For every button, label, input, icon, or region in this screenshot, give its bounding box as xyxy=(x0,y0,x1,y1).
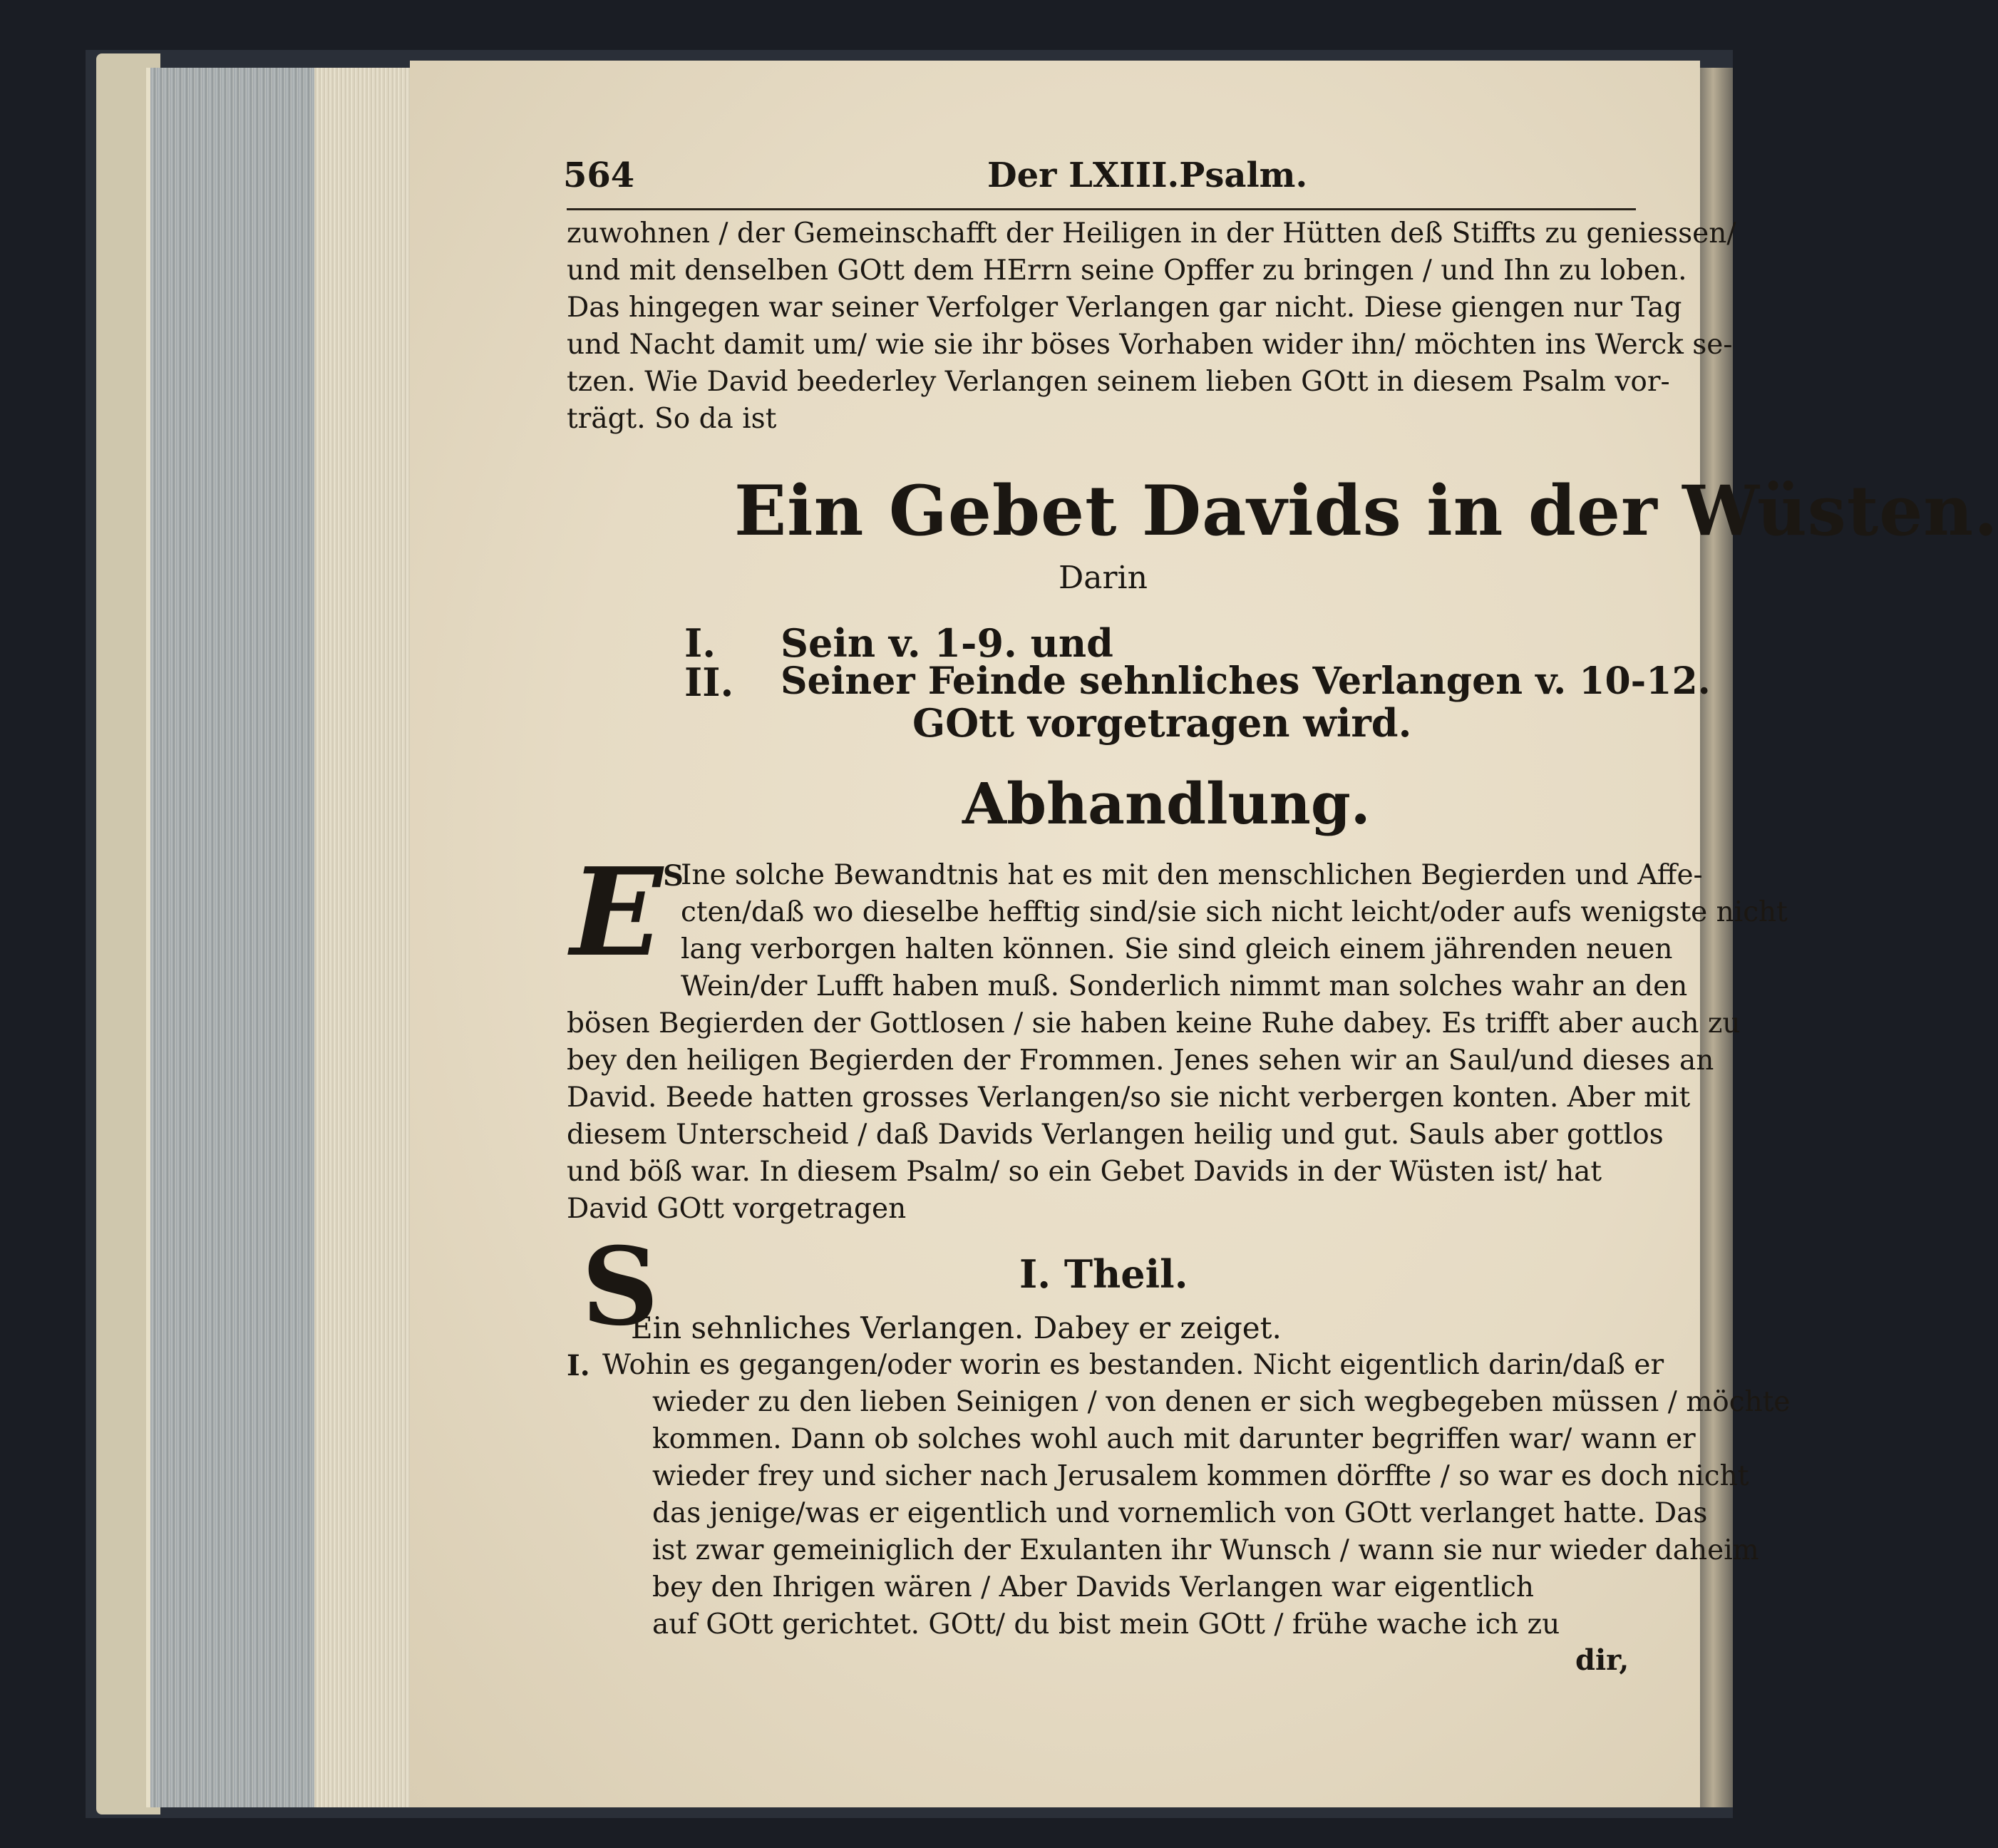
item-line: Wohin es gegangen/oder worin es bestanden. Nicht eigentlich darin/daß er xyxy=(602,1349,1664,1381)
item-line: wieder frey und sicher nach Jerusalem kommen dörffte / so war es doch nicht xyxy=(652,1460,1749,1492)
darin-label: Darin xyxy=(1059,560,1148,596)
body-line: cten/daß wo dieselbe hefftig sind/sie sich nicht leicht/oder aufs wenigste nicht xyxy=(681,896,1788,928)
body-line: Wein/der Lufft haben muß. Sonderlich nimmt man solches wahr an den xyxy=(681,970,1688,1002)
body-line: David GOtt vorgetragen xyxy=(567,1193,907,1225)
header-rule xyxy=(567,208,1636,210)
running-head: Der LXIII.Psalm. xyxy=(987,155,1308,195)
outline-text: Seiner Feinde sehnliches Verlangen v. 10-12. xyxy=(781,659,1711,703)
body-line: bösen Begierden der Gottlosen / sie haben keine Ruhe dabey. Es trifft aber auch zu xyxy=(567,1007,1741,1040)
item-line: das jenige/was er eigentlich und vornemlich von GOtt verlanget hatte. Das xyxy=(652,1497,1708,1529)
body-line: und böß war. In diesem Psalm/ so ein Gebet Davids in der Wüsten ist/ hat xyxy=(567,1156,1602,1188)
intro-line: trägt. So da ist xyxy=(567,403,777,435)
item-line: bey den Ihrigen wären / Aber Davids Verlangen war eigentlich xyxy=(652,1571,1534,1603)
outline-num: I. xyxy=(684,620,716,666)
intro-line: Das hingegen war seiner Verfolger Verlangen gar nicht. Diese giengen nur Tag xyxy=(567,292,1682,324)
intro-line: zuwohnen / der Gemeinschafft der Heiligen in der Hütten deß Stiffts zu geniessen/ xyxy=(567,217,1736,250)
outline-text: Sein v. 1-9. und xyxy=(781,620,1113,666)
item-line: auf GOtt gerichtet. GOtt/ du bist mein GOtt / frühe wache ich zu xyxy=(652,1608,1560,1641)
item-line: ist zwar gemeiniglich der Exulanten ihr Wunsch / wann sie nur wieder daheim xyxy=(652,1534,1759,1566)
outline-num: II. xyxy=(684,659,734,705)
item-line: kommen. Dann ob solches wohl auch mit darunter begriffen war/ wann er xyxy=(652,1423,1696,1455)
intro-line: und mit denselben GOtt dem HErrn seine Opffer zu bringen / und Ihn zu loben. xyxy=(567,255,1687,287)
item-number: I. xyxy=(567,1349,590,1382)
item-line: wieder zu den lieben Seinigen / von denen er sich wegbegeben müssen / möchte xyxy=(652,1386,1791,1418)
intro-line: tzen. Wie David beederley Verlangen seinem lieben GOtt in diesem Psalm vor- xyxy=(567,366,1670,398)
body-line: lang verborgen halten können. Sie sind gleich einem jährenden neuen xyxy=(681,933,1673,965)
abhandlung-heading: Abhandlung. xyxy=(962,770,1371,837)
body-line: Ine solche Bewandtnis hat es mit den menschlichen Begierden und Affe- xyxy=(681,859,1703,891)
catchword: dir, xyxy=(1575,1643,1629,1677)
intro-line: und Nacht damit um/ wie sie ihr böses Vorhaben wider ihn/ möchten ins Werck se- xyxy=(567,329,1733,361)
body-line: bey den heiligen Begierden der Frommen. Jenes sehen wir an Saul/und dieses an xyxy=(567,1044,1714,1077)
page-number: 564 xyxy=(563,155,635,195)
initial-rest: S xyxy=(663,859,684,893)
part-first-line: Ein sehnliches Verlangen. Dabey er zeiget. xyxy=(631,1310,1282,1345)
drop-initial: E xyxy=(570,841,663,984)
part-heading: I. Theil. xyxy=(1019,1251,1188,1297)
outline-close: GOtt vorgetragen wird. xyxy=(912,700,1412,746)
page-stack xyxy=(146,68,414,1807)
drop-initial: S xyxy=(581,1224,659,1350)
body-line: David. Beede hatten grosses Verlangen/so sie nicht verbergen konten. Aber mit xyxy=(567,1082,1691,1114)
body-line: diesem Unterscheid / daß Davids Verlangen heilig und gut. Sauls aber gottlos xyxy=(567,1119,1664,1151)
psalm-title: Ein Gebet Davids in der Wüsten. xyxy=(734,471,1998,551)
